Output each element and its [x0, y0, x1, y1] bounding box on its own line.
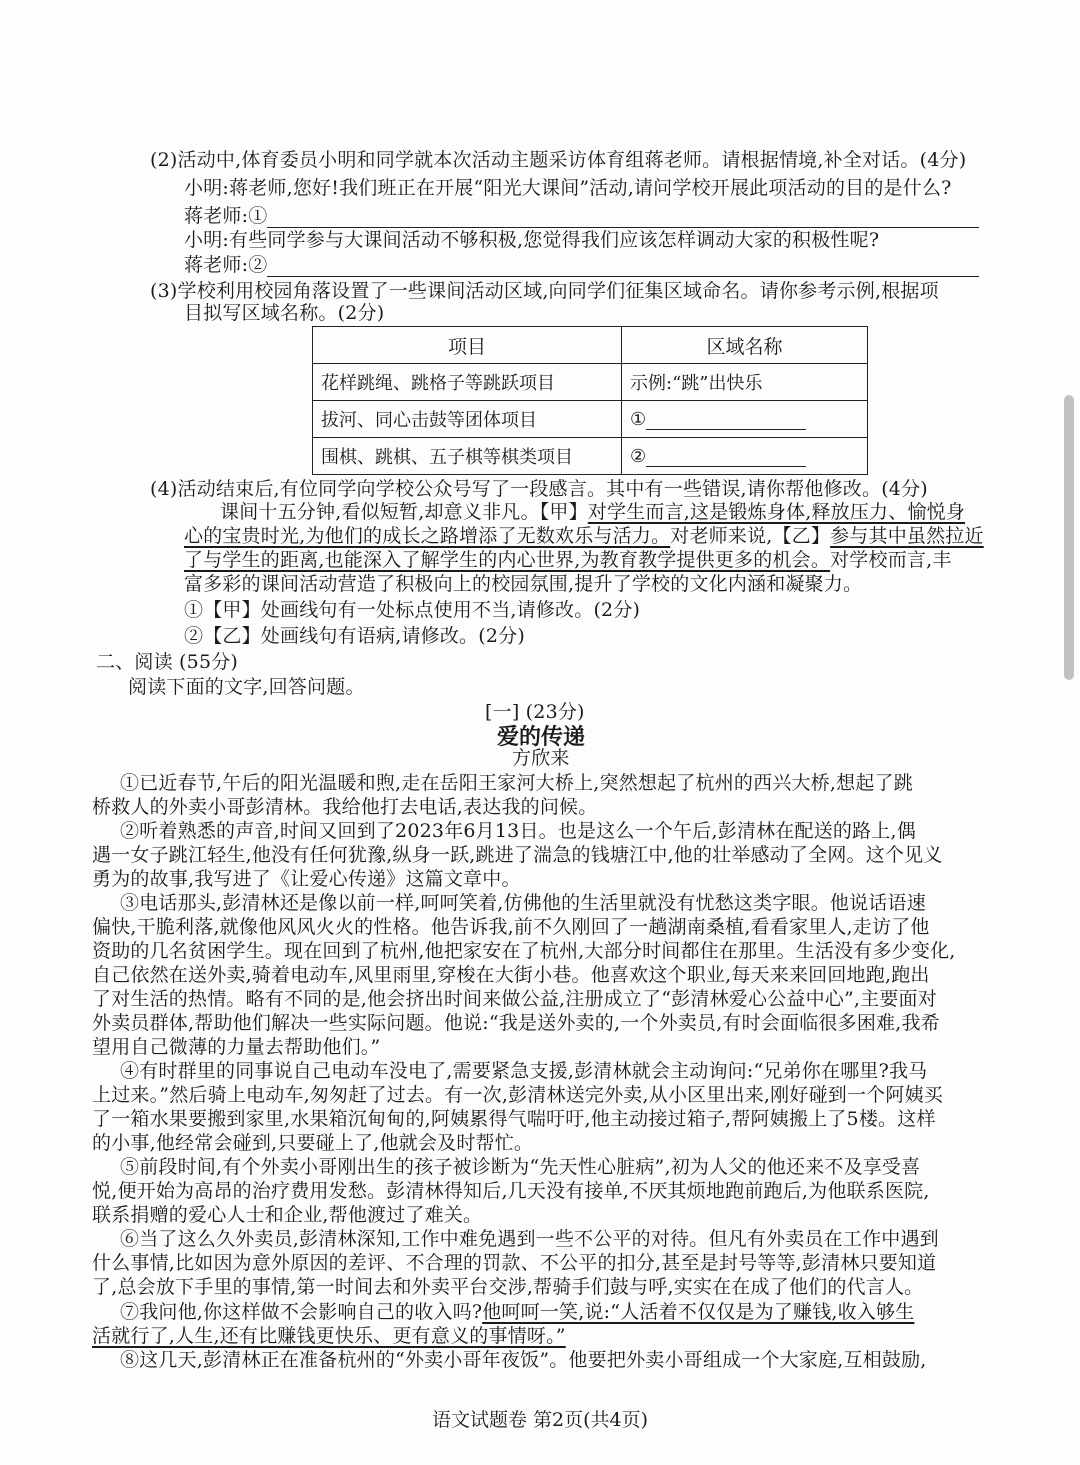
table-header-project: 项目 [313, 327, 622, 364]
table-cell-project: 围棋、跳棋、五子棋等棋类项目 [313, 438, 622, 475]
q2-xiaoming-line-1: 小明:蒋老师,您好!我们班正在开展“阳光大课间”活动,请问学校开展此项活动的目的是什么? [184, 177, 952, 199]
article-line: 望用自己微薄的力量去帮助他们。” [92, 1036, 381, 1058]
article-line: ⑤前段时间,有个外卖小哥刚出生的孩子被诊断为“先天性心脏病”,初为人父的他还来不及享受喜 [120, 1156, 921, 1178]
article-line [120, 1300, 914, 1324]
q2-header: (2)活动中,体育委员小明和同学就本次活动主题采访体育组蒋老师。请根据情境,补全对话。(4分) [150, 149, 967, 171]
q4-passage-text: 对学校而言,丰 [830, 549, 952, 571]
q4-sub-question-2: ②【乙】处画线句有语病,请修改。(2分) [184, 625, 525, 647]
answer-blank-1[interactable] [267, 207, 979, 228]
article-line: ③电话那头,彭清林还是像以前一样,呵呵笑着,仿佛他的生活里就没有忧愁这类字眼。他说话语速 [120, 892, 926, 914]
article-line: ①已近春节,午后的阳光温暖和煦,走在岳阳王家河大桥上,突然想起了杭州的西兴大桥,想起了跳 [120, 772, 913, 794]
table-row [313, 364, 868, 401]
underlined-sentence-jia-cont: 心的宝贵时光,为他们的成长之路增添了无数欢乐与活力。 [184, 525, 671, 547]
q3-header-line-1: (3)学校利用校园角落设置了一些课间活动区域,向同学们征集区域命名。请你参考示例,根据项 [150, 280, 939, 302]
q2-xiaoming-line-2: 小明:有些同学参与大课间活动不够积极,您觉得我们应该怎样调动大家的积极性呢? [184, 229, 880, 251]
table-answer-label-2: ② [630, 445, 647, 467]
article-line: 偏快,干脆利落,就像他风风火火的性格。他告诉我,前不久刚回了一趟湖南桑植,看看家里人,走访了他 [92, 916, 930, 938]
q4-passage-line-4: 富多彩的课间活动营造了积极向上的校园氛围,提升了学校的文化内涵和凝聚力。 [184, 573, 863, 595]
article-line: 自己依然在送外卖,骑着电动车,风里雨里,穿梭在大街小巷。他喜欢这个职业,每天来来回回地跑,跑出 [92, 964, 930, 986]
underlined-sentence-jia: 对学生而言,这是锻炼身体,释放压力、愉悦身 [587, 501, 966, 523]
article-line: 了,总会放下手里的事情,第一时间去和外卖平台交涉,帮骑手们鼓与呼,实实在在成了他们的代言人。 [92, 1276, 924, 1298]
q4-passage-line-2 [184, 524, 984, 548]
article-line: ⑧这几天,彭清林正在准备杭州的“外卖小哥年夜饭”。他要把外卖小哥组成一个大家庭,互相鼓励, [120, 1349, 927, 1371]
article-line: 了对生活的热情。略有不同的是,他会挤出时间来做公益,注册成立了“彭清林爱心公益中心”,主要面对 [92, 988, 937, 1010]
table-row [313, 438, 868, 475]
q2-teacher-label-1: 蒋老师:① [184, 205, 268, 227]
q2-teacher-line-1 [184, 204, 979, 228]
article-line: 联系捐赠的爱心人士和企业,帮他渡过了难关。 [92, 1204, 483, 1226]
article-author: 方欣来 [512, 747, 570, 769]
underlined-sentence-yi-cont: 了与学生的距离,也能深入了解学生的内心世界,为教育教学提供更多的机会。 [184, 549, 831, 571]
scrollbar-thumb[interactable] [1064, 395, 1074, 680]
section-heading: 二、阅读 (55分) [96, 651, 239, 673]
q3-header-line-2: 目拟写区域名称。(2分) [184, 302, 385, 324]
q4-passage-text: 对老师来说,【乙】 [670, 525, 831, 547]
q4-passage-line-3 [184, 548, 952, 572]
article-line: 桥救人的外卖小哥彭清林。我给他打去电话,表达我的问候。 [92, 796, 598, 818]
article-line: ④有时群里的同事说自己电动车没电了,需要紧急支援,彭清林就会主动询问:“兄弟你在哪里?我马 [120, 1060, 928, 1082]
article-line: ⑥当了这么久外卖员,彭清林深知,工作中难免遇到一些不公平的对待。但凡有外卖员在工作中遇到 [120, 1228, 939, 1250]
article-line: 什么事情,比如因为意外原因的差评、不合理的罚款、不公平的扣分,甚至是封号等等,彭清林只要知道 [92, 1252, 937, 1274]
article-line: ②听着熟悉的声音,时间又回到了2023年6月13日。也是这么一个午后,彭清林在配送的路上,偶 [120, 820, 916, 842]
table-answer-blank-2[interactable] [646, 446, 806, 467]
table-answer-label-1: ① [630, 408, 647, 430]
article-line: 了一箱水果要搬到家里,水果箱沉甸甸的,阿姨累得气喘吁吁,他主动接过箱子,帮阿姨搬上了5楼。这样 [92, 1108, 936, 1130]
table-cell-project: 花样跳绳、跳格子等跳跃项目 [313, 364, 622, 401]
q2-teacher-label-2: 蒋老师:② [184, 254, 268, 276]
article-line [92, 1324, 566, 1348]
article-line: 资助的几名贫困学生。现在回到了杭州,他把家安在了杭州,大部分时间都住在那里。生活没有多少变化, [92, 940, 956, 962]
article-title: 爱的传递 [497, 725, 586, 750]
article-line: 勇为的故事,我写进了《让爱心传递》这篇文章中。 [92, 868, 521, 890]
q4-sub-question-1: ①【甲】处画线句有一处标点使用不当,请修改。(2分) [184, 599, 641, 621]
q2-teacher-line-2 [184, 253, 979, 277]
underlined-quote-cont: 活就行了,人生,还有比赚钱更快乐、更有意义的事情呀。” [92, 1325, 566, 1347]
article-text: ⑦我问他,你这样做不会影响自己的收入吗? [120, 1301, 483, 1323]
table-row [313, 401, 868, 438]
table-answer-blank-1[interactable] [646, 409, 806, 430]
area-naming-table [312, 326, 868, 475]
q4-header: (4)活动结束后,有位同学向学校公众号写了一段感言。其中有一些错误,请你帮他修改。(4分) [150, 478, 928, 500]
table-cell-area-name [622, 438, 868, 475]
part-label: [一] (23分) [485, 701, 585, 723]
article-line: 遇一女子跳江轻生,他没有任何犹豫,纵身一跃,跳进了湍急的钱塘江中,他的壮举感动了全网。这个见义 [92, 844, 943, 866]
table-header-area-name: 区域名称 [622, 327, 868, 364]
table-cell-area-name [622, 401, 868, 438]
q4-passage-text: 课间十五分钟,看似短暂,却意义非凡。【甲】 [220, 501, 588, 523]
table-cell-project: 拔河、同心击鼓等团体项目 [313, 401, 622, 438]
page-footer: 语文试题卷 第2页(共4页) [431, 1409, 649, 1431]
section-instruction: 阅读下面的文字,回答问题。 [128, 676, 365, 698]
table-cell-area-name: 示例:“跳”出快乐 [622, 364, 868, 401]
article-line: 悦,便开始为高昂的治疗费用发愁。彭清林得知后,几天没有接单,不厌其烦地跑前跑后,为他联系医院, [92, 1180, 930, 1202]
answer-blank-2[interactable] [267, 256, 979, 277]
article-line: 外卖员群体,帮助他们解决一些实际问题。他说:“我是送外卖的,一个外卖员,有时会面临很多困难,我希 [92, 1012, 940, 1034]
article-line: 的小事,他经常会碰到,只要碰上了,他就会及时帮忙。 [92, 1132, 534, 1154]
article-line: 上过来。”然后骑上电动车,匆匆赶了过去。有一次,彭清林送完外卖,从小区里出来,刚好碰到一个阿姨买 [92, 1084, 943, 1106]
underlined-sentence-yi: 参与其中虽然拉近 [830, 525, 984, 547]
underlined-quote: 他呵呵一笑,说:“人活着不仅仅是为了赚钱,收入够生 [482, 1301, 915, 1323]
q4-passage-line-1 [220, 500, 965, 524]
